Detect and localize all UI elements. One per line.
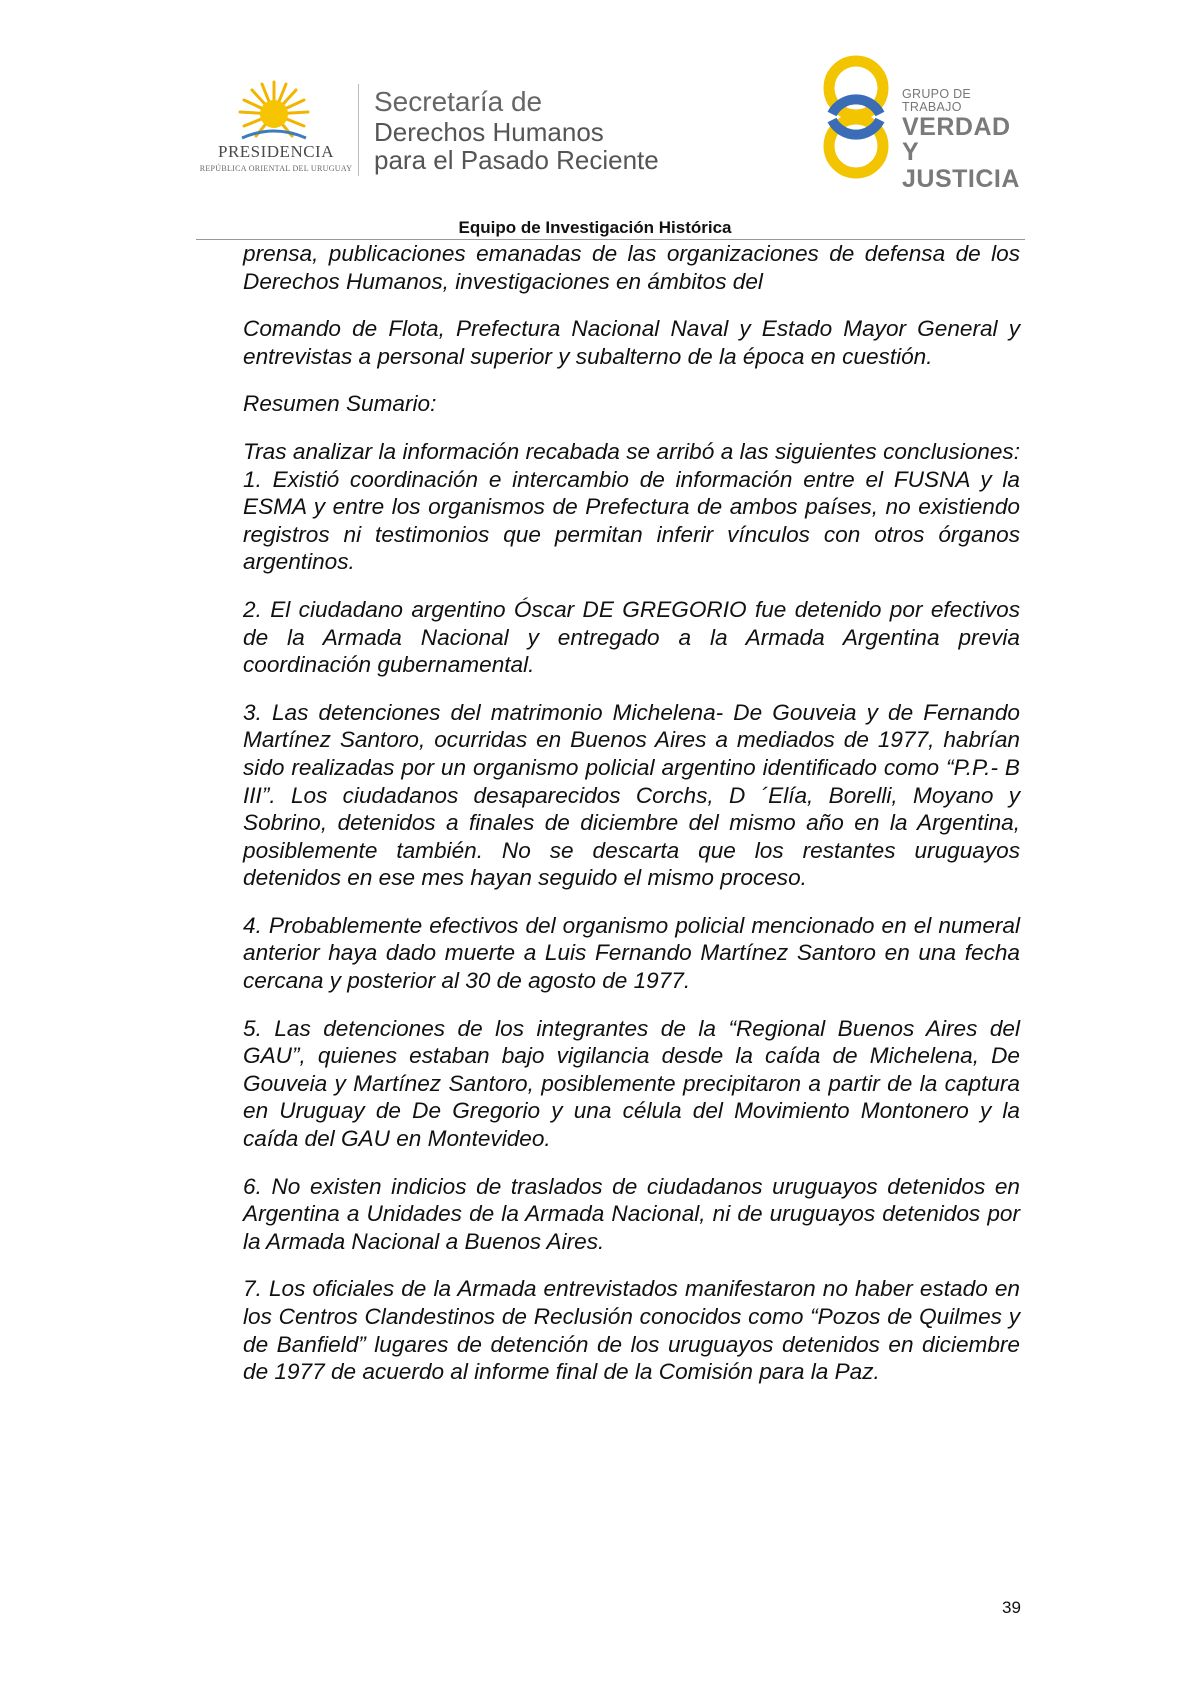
sun-icon [234,80,314,144]
paragraph: prensa, publicaciones emanadas de las organizaciones de defensa de los Derechos Humanos, investigaciones en ámbitos del [243,241,1020,294]
gtvj-line-3: JUSTICIA [902,165,1020,193]
presidencia-subtitle: REPÚBLICA ORIENTAL DEL URUGUAY [199,164,353,173]
gtvj-logo-text [902,88,1028,192]
header-divider [358,84,359,176]
section-title: Equipo de Investigación Histórica [458,218,732,237]
secretaria-line-3: para el Pasado Reciente [374,145,659,175]
secretaria-logo-text [374,88,659,173]
paragraph: 3. Las detenciones del matrimonio Michelena- De Gouveia y de Fernando Martínez Santoro, ocurridas en Buenos Aires a mediados de 1977, habrían sido realizadas por un organismo policial argentino identificado como “P.P.- B III”. Los ciudadanos desaparecidos Corchs, D ´Elía, Borelli, Moyano y Sobrino, detenidos a finales de diciembre del mismo año en la Argentina, posiblemente también. No se descarta que los restantes uruguayos detenidos en ese mes hayan seguido el mismo proceso. [243,699,1020,891]
paragraph: 4. Probablemente efectivos del organismo policial mencionado en el numeral anterior haya dado muerte a Luis Fernando Martínez Santoro en una fecha cercana y posterior al 30 de agosto de 1977. [243,912,1020,994]
paragraph: 6. No existen indicios de traslados de ciudadanos uruguayos detenidos en Argentina a Unidades de la Armada Nacional, ni de uruguayos detenidos por la Armada Nacional a Buenos Aires. [243,1173,1020,1254]
paragraph-heading: Resumen Sumario: [243,391,437,417]
page-number: 39 [1002,1598,1021,1617]
document-body [243,240,1020,1406]
paragraph: Tras analizar la información recabada se arribó a las siguientes conclusiones: 1. Existió coordinación e intercambio de información entre el FUSNA y la ESMA y entre los organismos de Prefectura de ambos países, no existiendo registros ni testimonios que permitan inferir vínculos con otros órganos argentinos. [243,438,1020,575]
secretaria-line-2: Derechos Humanos [374,117,604,147]
gtvj-line-2: VERDAD Y [902,113,1011,166]
paragraph: 7. Los oficiales de la Armada entrevistados manifestaron no haber estado en los Centros Clandestinos de Reclusión conocidos como “Pozos de Quilmes y de Banfield” lugares de detención de los uruguayos detenidos en diciembre de 1977 de acuerdo al informe final de la Comisión para la Paz. [243,1276,1020,1385]
presidencia-title: PRESIDENCIA [217,142,334,161]
paragraph: 2. El ciudadano argentino Óscar DE GREGORIO fue detenido por efectivos de la Armada Nacional y entregado a la Armada Argentina previa coordinación gubernamental. [243,596,1020,678]
paragraph: 5. Las detenciones de los integrantes de la “Regional Buenos Aires del GAU”, quienes estaban bajo vigilancia desde la caída de Michelena, De Gouveia y Martínez Santoro, posiblemente precipitaron a partir de la captura en Uruguay de De Gregorio y una célula del Movimiento Montonero y la caída del GAU en Montevideo. [243,1015,1020,1152]
paragraph: Comando de Flota, Prefectura Nacional Naval y Estado Mayor General y entrevistas a personal superior y subalterno de la época en cuestión. [243,316,1020,369]
secretaria-line-1: Secretaría de [374,86,543,117]
gtvj-logo [818,54,1028,193]
presidencia-logo [196,80,356,180]
page-header [0,0,1190,240]
linked-rings-icon [818,54,894,180]
gtvj-line-1: GRUPO DE TRABAJO [902,87,972,114]
